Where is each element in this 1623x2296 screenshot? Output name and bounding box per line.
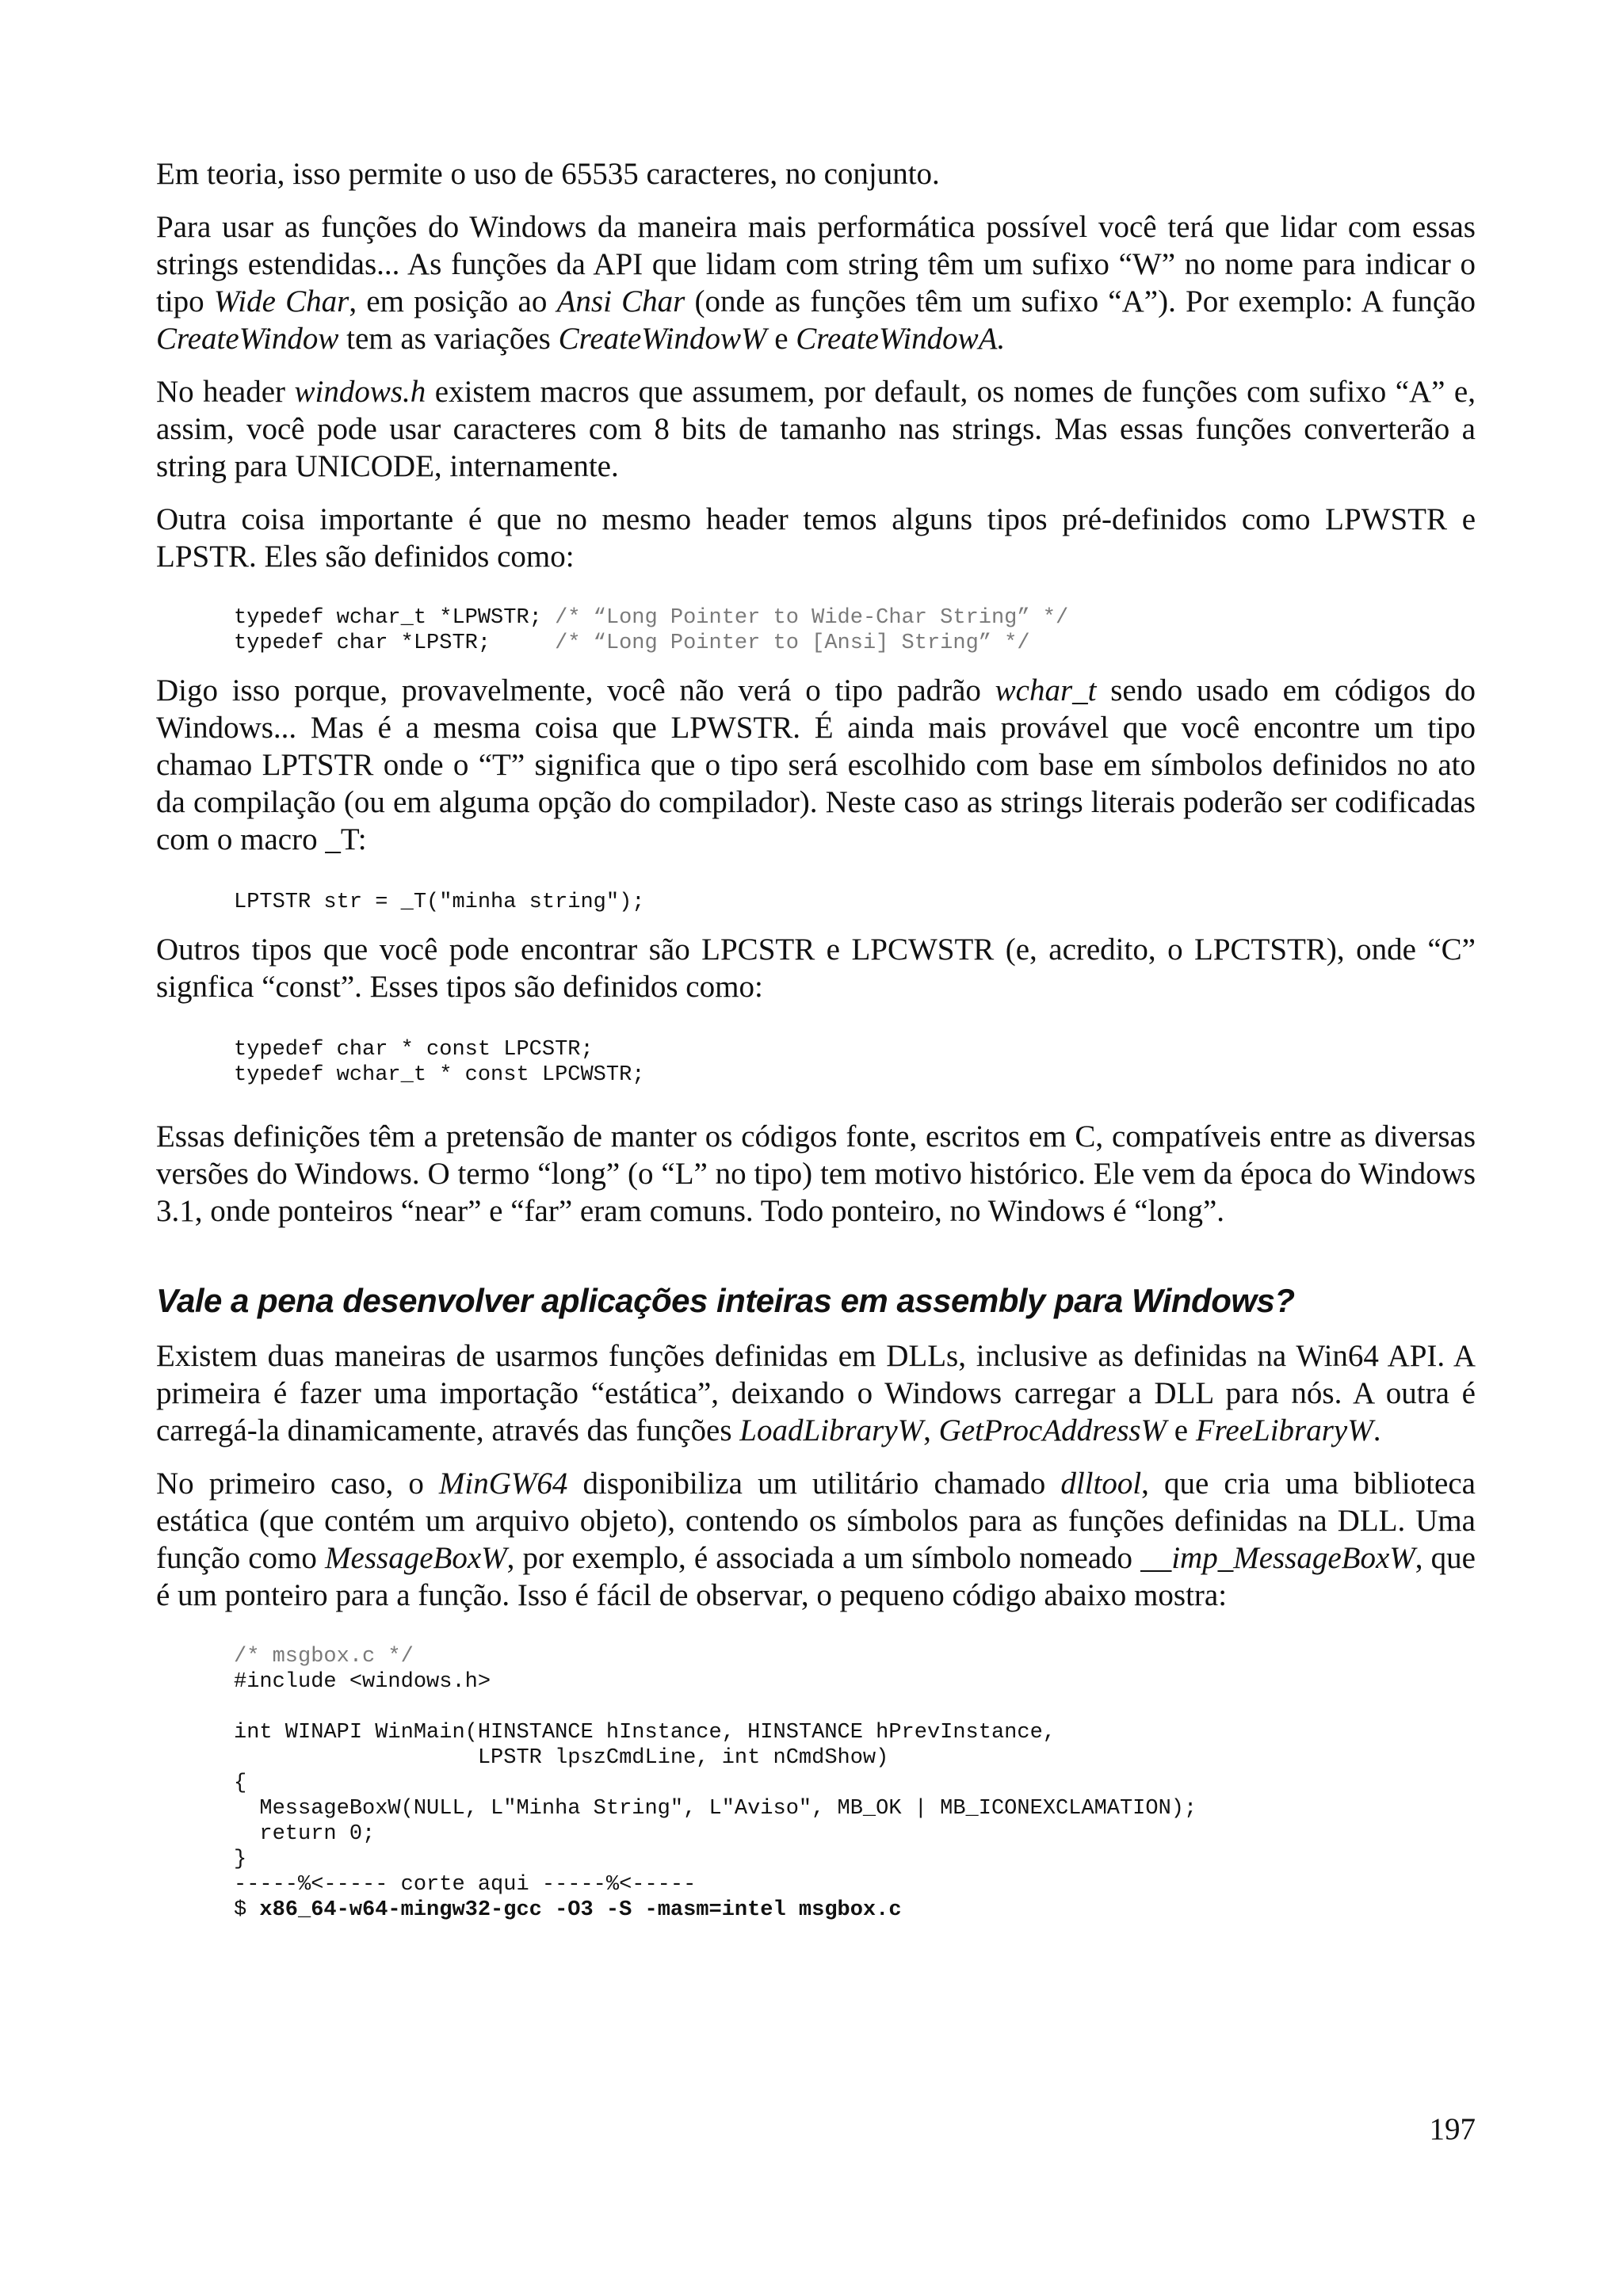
code-line: typedef char * const LPCSTR; bbox=[234, 1038, 594, 1062]
term-create-window: CreateWindow bbox=[156, 322, 339, 356]
shell-command: x86_64-w64-mingw32-gcc -O3 -S -masm=intel msgbox.c bbox=[259, 1898, 902, 1922]
page-content bbox=[156, 155, 1476, 1923]
paragraph-windows-h-macros bbox=[156, 373, 1476, 485]
text-run: , por exemplo, é associada a um símbolo nomeado bbox=[506, 1541, 1141, 1575]
term-create-window-a: CreateWindowA. bbox=[796, 322, 1006, 356]
paragraph-dll-import bbox=[156, 1337, 1476, 1449]
paragraph-long-history: Essas definições têm a pretensão de manter os códigos fonte, escritos em C, compatíveis entre as diversas versões do Windows. O termo “long” (o “L” no tipo) tem motivo histórico. Ele vem da época do Windows 3.1, onde ponteiros “near” e “far” eram comuns. Todo ponteiro, no Windows é “long”. bbox=[156, 1119, 1476, 1228]
text-run: e bbox=[1167, 1413, 1196, 1447]
code-line: int WINAPI WinMain(HINSTANCE hInstance, HINSTANCE hPrevInstance, bbox=[234, 1721, 1056, 1745]
term-messageboxw: MessageBoxW bbox=[325, 1541, 507, 1575]
code-block-lptstr: LPTSTR str = _T("minha string"); bbox=[234, 891, 645, 914]
text-run: Para usar as funções do Windows da maneira mais performática possível você terá que lidar com essas strings estendidas... As funções da API que lidam com string têm um sufixo “W” no nome para indicar o tipo bbox=[156, 210, 1476, 318]
code-block-msgbox bbox=[156, 1644, 1476, 1923]
text-run: sendo usado em códigos do Windows... Mas é a mesma coisa que LPWSTR. É ainda mais provável que você encontre um tipo chamao LPTSTR onde o “T” significa que o tipo será escolhido com base em símbolos definidos no ato da compilação (ou em alguma opção do compilador). Neste caso as strings literais poderão ser codificadas com o macro _T: bbox=[156, 673, 1476, 856]
section-heading: Vale a pena desenvolver aplicações inteiras em assembly para Windows? bbox=[156, 1282, 1295, 1319]
code-text: typedef char *LPSTR; bbox=[234, 631, 556, 655]
text-run: disponibiliza um utilitário chamado bbox=[567, 1466, 1061, 1501]
term-windows-h: windows.h bbox=[294, 375, 426, 409]
code-comment: /* “Long Pointer to Wide-Char String” */ bbox=[555, 606, 1069, 630]
code-comment: /* msgbox.c */ bbox=[234, 1645, 414, 1669]
term-create-window-w: CreateWindowW bbox=[558, 322, 767, 356]
text-run: . bbox=[1373, 1413, 1381, 1447]
text-run: , bbox=[923, 1413, 939, 1447]
term-get-proc-address: GetProcAddressW bbox=[938, 1413, 1167, 1447]
code-line: #include <windows.h> bbox=[234, 1670, 491, 1694]
text-run: Digo isso porque, provavelmente, você não verá o tipo padrão bbox=[156, 673, 995, 707]
code-line: } bbox=[234, 1848, 247, 1871]
term-ansi-char: Ansi Char bbox=[556, 284, 685, 318]
paragraph-lptstr bbox=[156, 672, 1476, 858]
term-free-library: FreeLibraryW bbox=[1195, 1413, 1373, 1447]
shell-prompt: $ bbox=[234, 1898, 260, 1922]
text-run: , em posição ao bbox=[349, 284, 557, 318]
paragraph-unicode-range: Em teoria, isso permite o uso de 65535 caracteres, no conjunto. bbox=[156, 157, 940, 191]
paragraph-const-types: Outros tipos que você pode encontrar são LPCSTR e LPCWSTR (e, acredito, o LPCTSTR), onde “C” signfica “const”. Esses tipos são definidos como: bbox=[156, 933, 1476, 1004]
code-line: MessageBoxW(NULL, L"Minha String", L"Aviso", MB_OK | MB_ICONEXCLAMATION); bbox=[234, 1797, 1197, 1821]
text-run: No header bbox=[156, 375, 295, 409]
code-line: -----%<----- corte aqui -----%<----- bbox=[234, 1873, 697, 1897]
code-block-lpwstr bbox=[156, 605, 1476, 656]
paragraph-predefined-types: Outra coisa importante é que no mesmo header temos alguns tipos pré-definidos como LPWSTR e LPSTR. Eles são definidos como: bbox=[156, 502, 1476, 574]
term-wchar-t: wchar_t bbox=[995, 673, 1097, 707]
code-line: typedef wchar_t * const LPCWSTR; bbox=[234, 1063, 645, 1087]
text-run: Existem duas maneiras de usarmos funções definidas em DLLs, inclusive as definidas na Win64 API. A primeira é fazer uma importação “estática”, deixando o Windows carregar a DLL para nós. A outra é carregá-la dinamicamente, através das funções bbox=[156, 1339, 1476, 1447]
code-line: return 0; bbox=[234, 1822, 376, 1846]
code-line: LPSTR lpszCmdLine, int nCmdShow) bbox=[234, 1746, 889, 1770]
paragraph-wide-char-functions bbox=[156, 208, 1476, 357]
text-run: (onde as funções têm um sufixo “A”). Por exemplo: A função bbox=[685, 284, 1476, 318]
text-run: existem macros que assumem, por default, os nomes de funções com sufixo “A” e, assim, você pode usar caracteres com 8 bits de tamanho nas strings. Mas essas funções converterão a string para UNICODE, internamente. bbox=[156, 375, 1476, 483]
code-text: typedef wchar_t *LPWSTR; bbox=[234, 606, 556, 630]
page-number: 197 bbox=[1429, 2112, 1476, 2146]
text-run: , que cria uma biblioteca estática (que contém um arquivo objeto), contendo os símbolos para as funções definidas na DLL. Uma função como bbox=[156, 1466, 1476, 1575]
code-comment: /* “Long Pointer to [Ansi] String” */ bbox=[555, 631, 1030, 655]
paragraph-dlltool bbox=[156, 1465, 1476, 1614]
text-run: No primeiro caso, o bbox=[156, 1466, 439, 1501]
term-dlltool: dlltool bbox=[1060, 1466, 1142, 1501]
text-run: e bbox=[766, 322, 796, 356]
text-run: , que é um ponteiro para a função. Isso é fácil de observar, o pequeno código abaixo mostra: bbox=[156, 1541, 1476, 1612]
term-mingw64: MinGW64 bbox=[438, 1466, 568, 1501]
term-load-library: LoadLibraryW bbox=[739, 1413, 924, 1447]
text-run: tem as variações bbox=[338, 322, 559, 356]
code-line: { bbox=[234, 1772, 247, 1795]
term-imp-messageboxw: __imp_MessageBoxW bbox=[1140, 1541, 1415, 1575]
term-wide-char: Wide Char bbox=[213, 284, 349, 318]
code-block-lpcstr bbox=[156, 1037, 1476, 1088]
